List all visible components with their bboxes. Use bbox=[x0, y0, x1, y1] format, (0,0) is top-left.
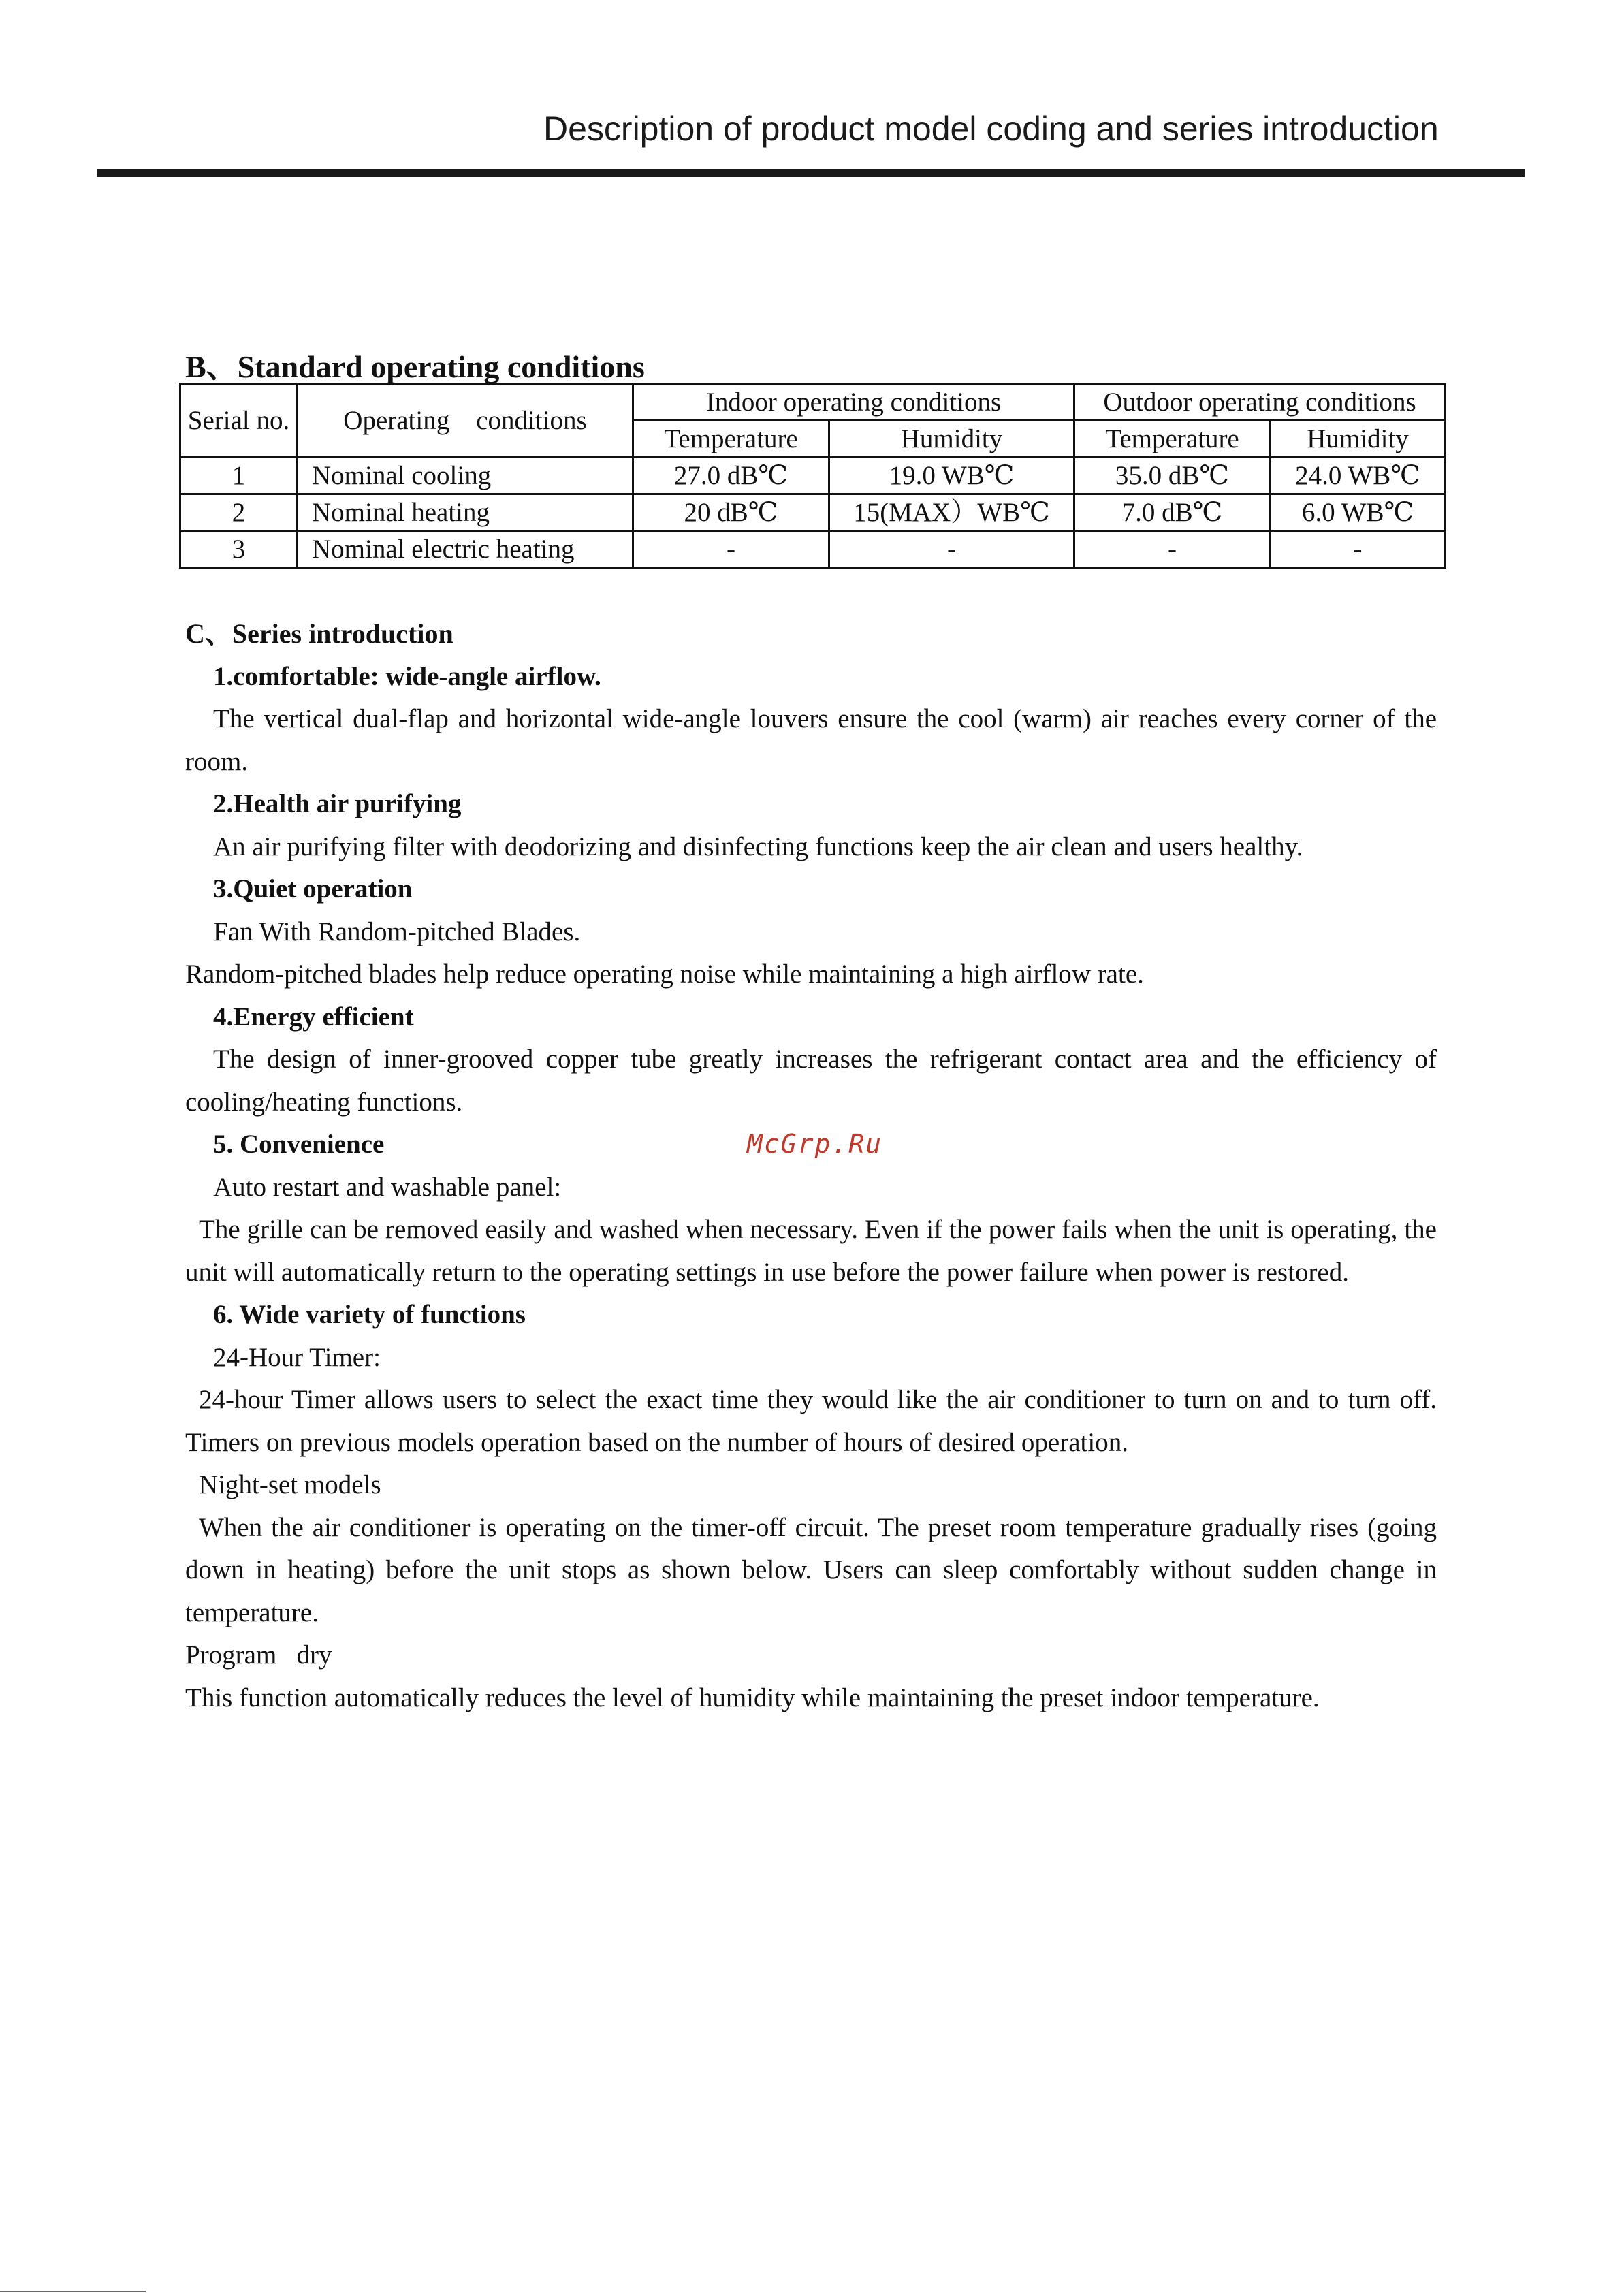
feature-4-text: The design of inner-grooved copper tube greatly increases the refrigerant contact area and the efficiency of cooling/heating functions. bbox=[185, 1045, 1437, 1117]
row-indoor-humidity: - bbox=[829, 531, 1074, 568]
watermark: McGrp.Ru bbox=[747, 1129, 883, 1159]
feature-4-title: 4.Energy efficient bbox=[213, 1002, 414, 1032]
feature-1-title: 1.comfortable: wide-angle airflow. bbox=[213, 661, 601, 691]
header-rule bbox=[97, 169, 1525, 177]
feature-6-title: 6. Wide variety of functions bbox=[213, 1300, 526, 1329]
program-dry-text: This function automatically reduces the level of humidity while maintaining the preset indoor temperature. bbox=[185, 1683, 1320, 1712]
section-c-title: C、Series introduction bbox=[185, 618, 453, 649]
header-indoor-humidity: Humidity bbox=[829, 421, 1074, 458]
row-no: 1 bbox=[180, 458, 298, 494]
timer-text: 24-hour Timer allows users to select the exact time they would like the air conditioner to turn on and to turn off. Timers on previous models operation based on the number of hours of desired operation. bbox=[185, 1385, 1437, 1457]
series-introduction bbox=[185, 613, 1437, 1719]
feature-3-text: Random-pitched blades help reduce operating noise while maintaining a high airflow rate. bbox=[185, 959, 1144, 989]
row-condition-name: Nominal heating bbox=[298, 494, 633, 531]
row-indoor-temperature: - bbox=[633, 531, 829, 568]
table-row bbox=[180, 494, 1446, 531]
row-no: 3 bbox=[180, 531, 298, 568]
operating-conditions-table bbox=[179, 383, 1446, 569]
row-outdoor-temperature: - bbox=[1074, 531, 1271, 568]
section-b-title: B、Standard operating conditions bbox=[185, 349, 645, 384]
row-no: 2 bbox=[180, 494, 298, 531]
feature-1-text: The vertical dual-flap and horizontal wide-angle louvers ensure the cool (warm) air reaches every corner of the room. bbox=[185, 704, 1437, 776]
night-set-text: When the air conditioner is operating on the timer-off circuit. The preset room temperature gradually rises (going down in heating) before the unit stops as shown below. Users can sleep comfortably without sudden change in temperature. bbox=[185, 1512, 1437, 1627]
program-dry-title: Program dry bbox=[185, 1640, 332, 1670]
page-header-title: Description of product model coding and series introduction bbox=[543, 110, 1439, 148]
feature-5-title: 5. Convenience bbox=[213, 1130, 385, 1159]
row-outdoor-temperature: 35.0 dB℃ bbox=[1074, 458, 1271, 494]
row-outdoor-humidity: 24.0 WB℃ bbox=[1271, 458, 1446, 494]
row-outdoor-humidity: - bbox=[1271, 531, 1446, 568]
table-header-row-1 bbox=[180, 384, 1446, 421]
page-corner-mark bbox=[0, 2291, 146, 2292]
feature-2-title: 2.Health air purifying bbox=[213, 789, 462, 818]
row-indoor-humidity: 19.0 WB℃ bbox=[829, 458, 1074, 494]
table-row bbox=[180, 458, 1446, 494]
header-indoor-conditions: Indoor operating conditions bbox=[633, 384, 1074, 421]
feature-5-text: The grille can be removed easily and washed when necessary. Even if the power fails when the unit is operating, the unit will automatically return to the operating settings in use before the power failure when power is restored. bbox=[185, 1215, 1437, 1287]
row-indoor-temperature: 27.0 dB℃ bbox=[633, 458, 829, 494]
night-set-title: Night-set models bbox=[199, 1470, 381, 1499]
feature-3-subtitle: Fan With Random-pitched Blades. bbox=[213, 917, 581, 946]
header-outdoor-humidity: Humidity bbox=[1271, 421, 1446, 458]
table-row bbox=[180, 531, 1446, 568]
header-serial-no: Serial no. bbox=[180, 384, 298, 458]
feature-2-text: An air purifying filter with deodorizing and disinfecting functions keep the air clean and users healthy. bbox=[213, 831, 1303, 861]
row-outdoor-temperature: 7.0 dB℃ bbox=[1074, 494, 1271, 531]
header-operating-conditions: Operating conditions bbox=[298, 384, 633, 458]
header-outdoor-temperature: Temperature bbox=[1074, 421, 1271, 458]
row-condition-name: Nominal electric heating bbox=[298, 531, 633, 568]
row-indoor-temperature: 20 dB℃ bbox=[633, 494, 829, 531]
feature-5-subtitle: Auto restart and washable panel: bbox=[213, 1172, 562, 1202]
row-indoor-humidity: 15(MAX）WB℃ bbox=[829, 494, 1074, 531]
row-condition-name: Nominal cooling bbox=[298, 458, 633, 494]
header-outdoor-conditions: Outdoor operating conditions bbox=[1074, 384, 1446, 421]
feature-3-title: 3.Quiet operation bbox=[213, 874, 413, 904]
row-outdoor-humidity: 6.0 WB℃ bbox=[1271, 494, 1446, 531]
header-indoor-temperature: Temperature bbox=[633, 421, 829, 458]
timer-title: 24-Hour Timer: bbox=[213, 1342, 381, 1372]
